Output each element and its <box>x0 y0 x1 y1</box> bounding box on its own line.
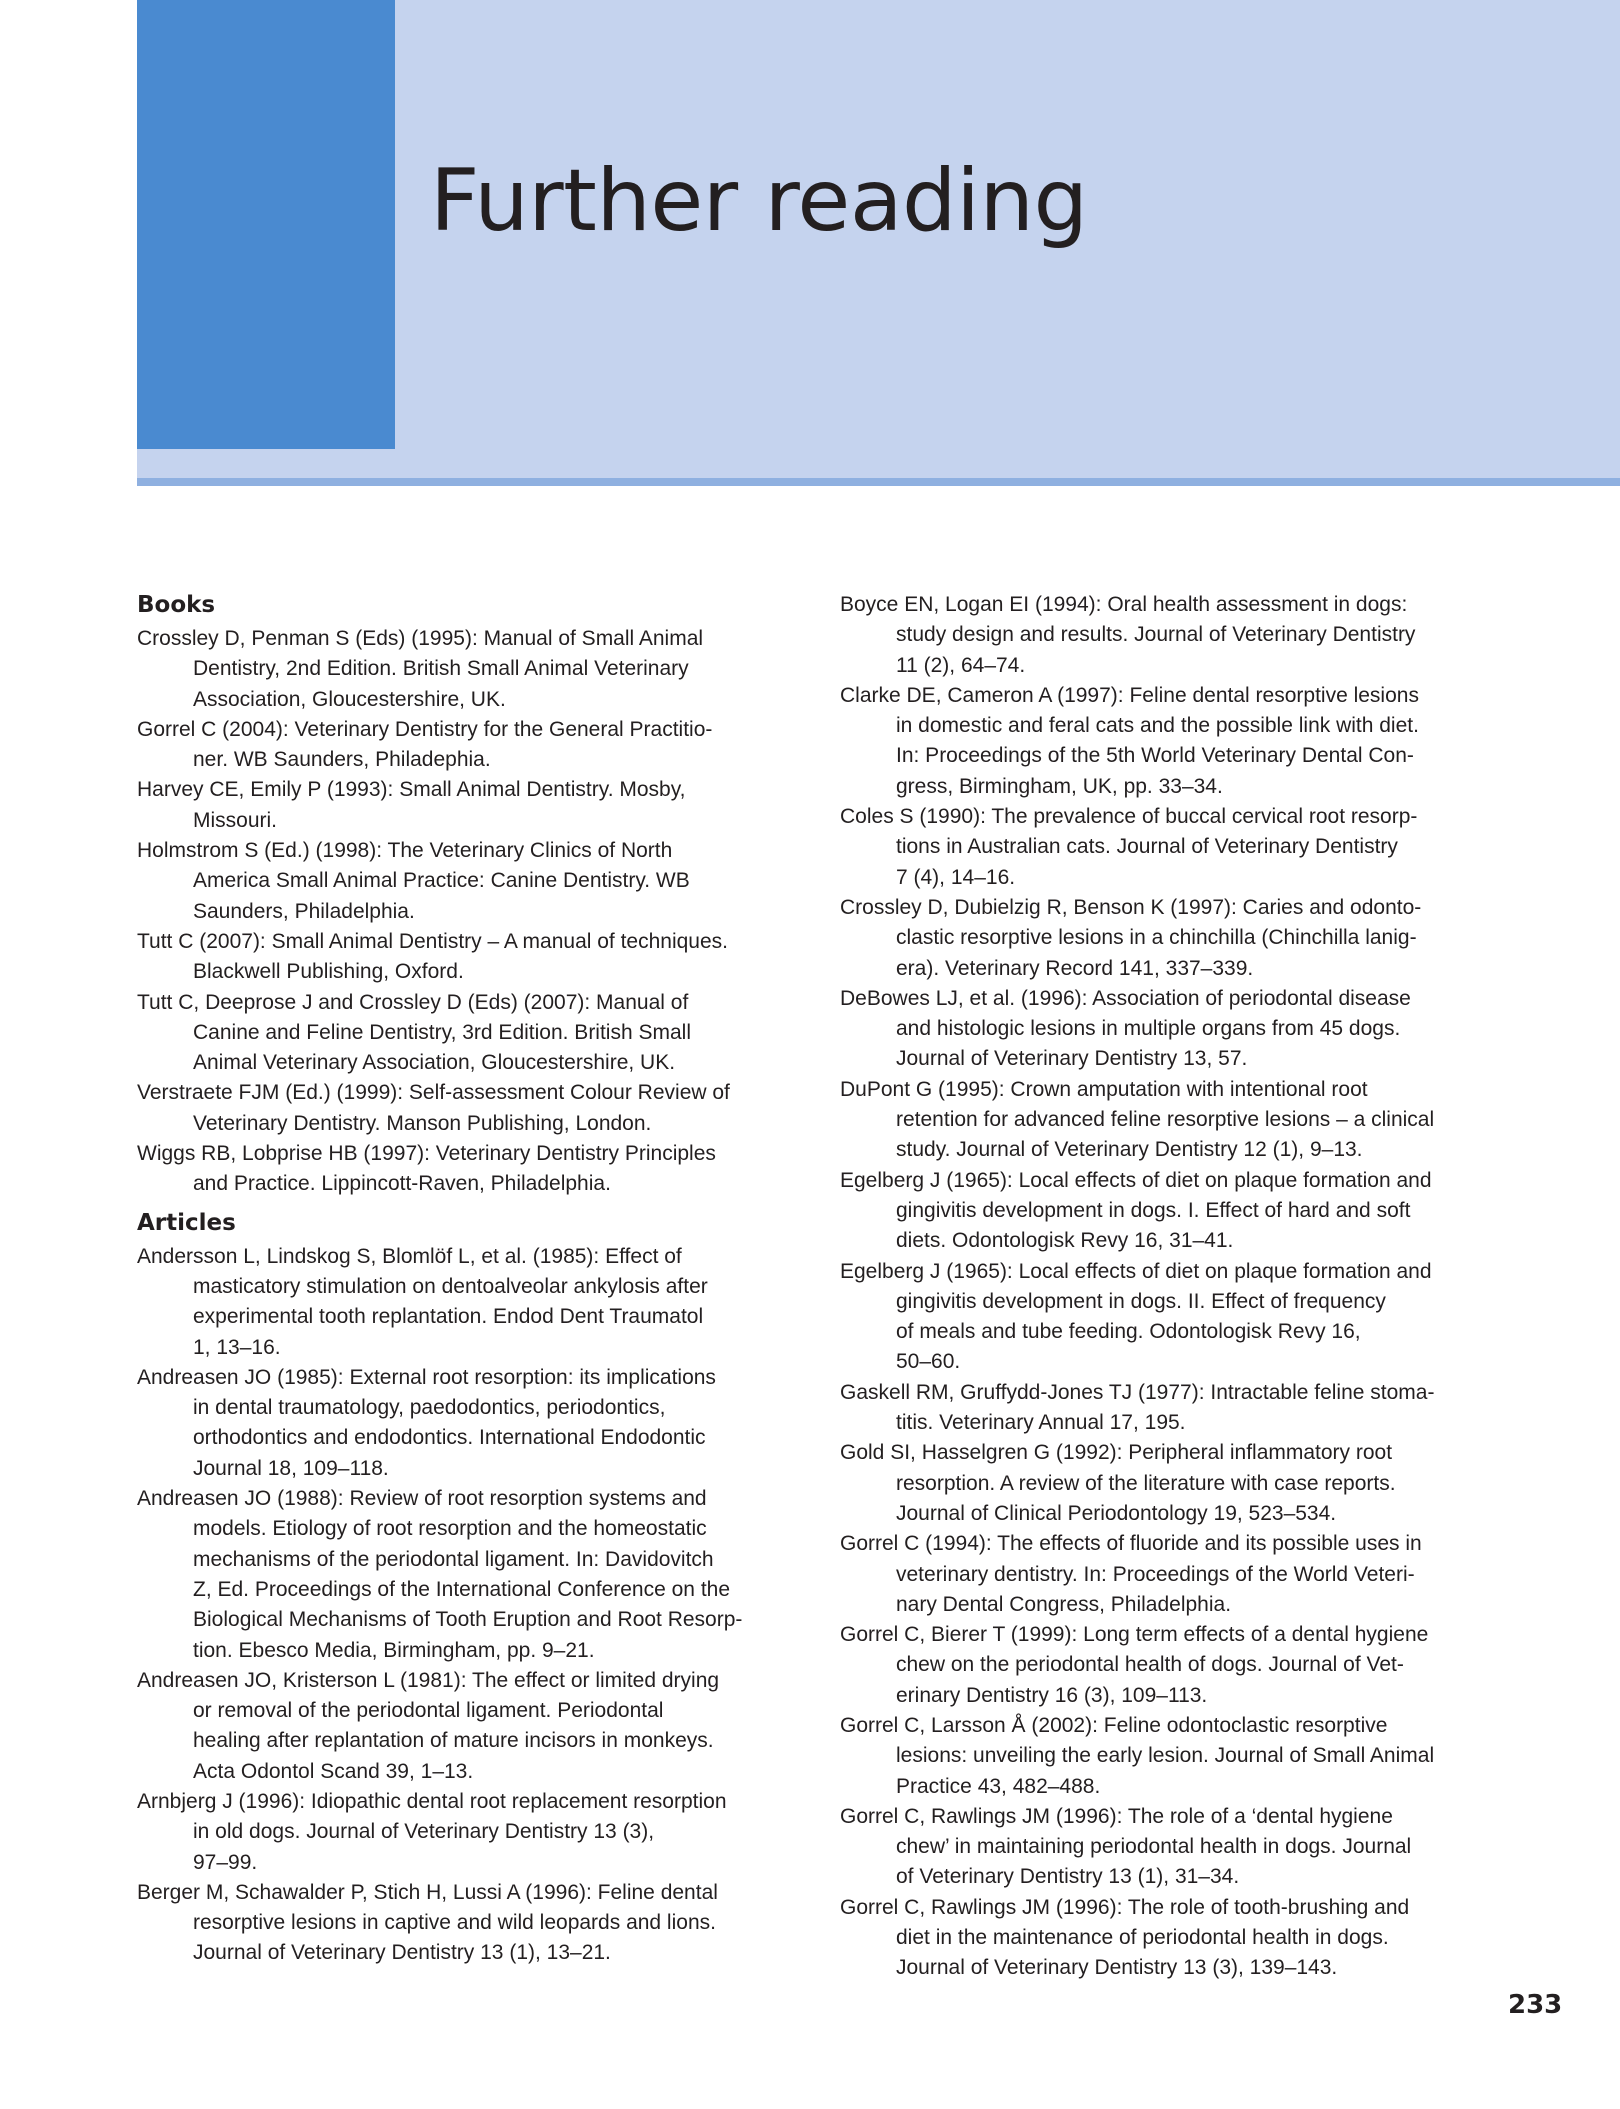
page-title: Further reading <box>430 151 1088 251</box>
reference-item: Gold SI, Hasselgren G (1992): Peripheral inflammatory root resorption. A review of the literature with case reports. Journal of Clinical Periodontology 19, 523–534. <box>840 1441 1396 1525</box>
section-heading-books: Books <box>137 592 216 618</box>
header-divider <box>137 478 1620 486</box>
reference-item: Arnbjerg J (1996): Idiopathic dental root replacement resorption in old dogs. Journal of Veterinary Dentistry 13 (3), 97–99. <box>137 1789 727 1874</box>
reference-item: Coles S (1990): The prevalence of buccal cervical root resorp- tions in Australian cats. Journal of Veterinary Dentistry 7 (4), 14–16. <box>840 805 1418 889</box>
reference-item: Andreasen JO (1985): External root resorption: its implications in dental traumatology, paedodontics, periodontics, orthodontics and endodontics. International Endodontic Journal 18, 109–118. <box>137 1365 716 1480</box>
reference-item: Berger M, Schawalder P, Stich H, Lussi A (1996): Feline dental resorptive lesions in captive and wild leopards and lions. Journal of Veterinary Dentistry 13 (1), 13–21. <box>137 1880 718 1965</box>
right-column <box>840 590 1492 1984</box>
reference-item: Andersson L, Lindskog S, Blomlöf L, et al. (1985): Effect of masticatory stimulation on dentoalveolar ankylosis after experimental tooth replantation. Endod Dent Traumatol 1, 13–16. <box>137 1244 708 1359</box>
reference-item: Gorrel C (2004): Veterinary Dentistry for the General Practitio- ner. WB Saunders, Philadephia. <box>137 717 713 772</box>
reference-item: Gaskell RM, Gruffydd-Jones TJ (1977): Intractable feline stoma- titis. Veterinary Annual 17, 195. <box>840 1380 1435 1435</box>
reference-item: Tutt C (2007): Small Animal Dentistry – A manual of techniques. Blackwell Publishing, Oxford. <box>137 929 729 984</box>
page-number: 233 <box>1508 1990 1563 2020</box>
reference-item: Andreasen JO, Kristerson L (1981): The effect or limited drying or removal of the periodontal ligament. Periodontal healing after replantation of mature incisors in monkeys. Acta Odontol Scand 39, 1–13. <box>137 1668 720 1783</box>
reference-item: Gorrel C, Rawlings JM (1996): The role of tooth-brushing and diet in the maintenance of periodontal health in dogs. Journal of Veterinary Dentistry 13 (3), 139–143. <box>840 1895 1410 1980</box>
reference-item: Holmstrom S (Ed.) (1998): The Veterinary Clinics of North America Small Animal Practice: Canine Dentistry. WB Saunders, Philadelphia. <box>137 839 690 923</box>
reference-item: Andreasen JO (1988): Review of root resorption systems and models. Etiology of root resorption and the homeostatic mechanisms of the periodontal ligament. In: Davidovitch Z, Ed. Proceedings of the International Conference on the Biological Mechanisms of Tooth Eruption and Root Resorp- tion. Ebesco Media, Birmingham, pp. 9–21. <box>137 1487 743 1662</box>
reference-item: Boyce EN, Logan EI (1994): Oral health assessment in dogs: study design and results. Journal of Veterinary Dentistry 11 (2), 64–74. <box>840 593 1416 677</box>
reference-item: Gorrel C, Bierer T (1999): Long term effects of a dental hygiene chew on the periodontal health of dogs. Journal of Vet- erinary Dentistry 16 (3), 109–113. <box>840 1623 1429 1707</box>
reference-item: Gorrel C, Rawlings JM (1996): The role of a ‘dental hygiene chew’ in maintaining periodontal health in dogs. Journal of Veterinary Dentistry 13 (1), 31–34. <box>840 1804 1412 1889</box>
reference-item: Gorrel C (1994): The effects of fluoride and its possible uses in veterinary dentistry. In: Proceedings of the World Veteri- nary Dental Congress, Philadelphia. <box>840 1532 1422 1616</box>
reference-item: Verstraete FJM (Ed.) (1999): Self-assessment Colour Review of Veterinary Dentistry. Manson Publishing, London. <box>137 1081 730 1135</box>
reference-item: DuPont G (1995): Crown amputation with intentional root retention for advanced feline resorptive lesions – a clinical study. Journal of Veterinary Dentistry 12 (1), 9–13. <box>840 1077 1435 1162</box>
reference-item: Crossley D, Penman S (Eds) (1995): Manual of Small Animal Dentistry, 2nd Edition. British Small Animal Veterinary Association, Gloucestershire, UK. <box>137 627 704 711</box>
reference-item: Harvey CE, Emily P (1993): Small Animal Dentistry. Mosby, Missouri. <box>137 778 686 832</box>
reference-item: Egelberg J (1965): Local effects of diet on plaque formation and gingivitis development in dogs. I. Effect of hard and soft diets. Odontologisk Revy 16, 31–41. <box>840 1168 1432 1253</box>
reference-item: Tutt C, Deeprose J and Crossley D (Eds) (2007): Manual of Canine and Feline Dentistry, 3rd Edition. British Small Animal Veterinary Association, Gloucestershire, UK. <box>137 990 692 1075</box>
reference-item: Clarke DE, Cameron A (1997): Feline dental resorptive lesions in domestic and feral cats and the possible link with diet. In: Proceedings of the 5th World Veterinary Dental Con- gress, Birmingham, UK, pp. 33–34. <box>840 683 1419 798</box>
header-accent-block <box>137 0 395 449</box>
reference-item: Gorrel C, Larsson Å (2002): Feline odontoclastic resorptive lesions: unveiling the early lesion. Journal of Small Animal Practice 43, 482–488. <box>840 1713 1435 1798</box>
reference-item: DeBowes LJ, et al. (1996): Association of periodontal disease and histologic lesions in multiple organs from 45 dogs. Journal of Veterinary Dentistry 13, 57. <box>840 986 1411 1071</box>
reference-item: Wiggs RB, Lobprise HB (1997): Veterinary Dentistry Principles and Practice. Lippincott-Raven, Philadelphia. <box>137 1142 716 1196</box>
reference-item: Crossley D, Dubielzig R, Benson K (1997): Caries and odonto- clastic resorptive lesions in a chinchilla (Chinchilla lanig- era). Veterinary Record 141, 337–339. <box>840 895 1422 980</box>
left-column <box>137 590 789 1969</box>
reference-item: Egelberg J (1965): Local effects of diet on plaque formation and gingivitis development in dogs. II. Effect of frequency of meals and tube feeding. Odontologisk Revy 16, 50–60. <box>840 1259 1432 1374</box>
section-heading-articles: Articles <box>137 1209 236 1236</box>
